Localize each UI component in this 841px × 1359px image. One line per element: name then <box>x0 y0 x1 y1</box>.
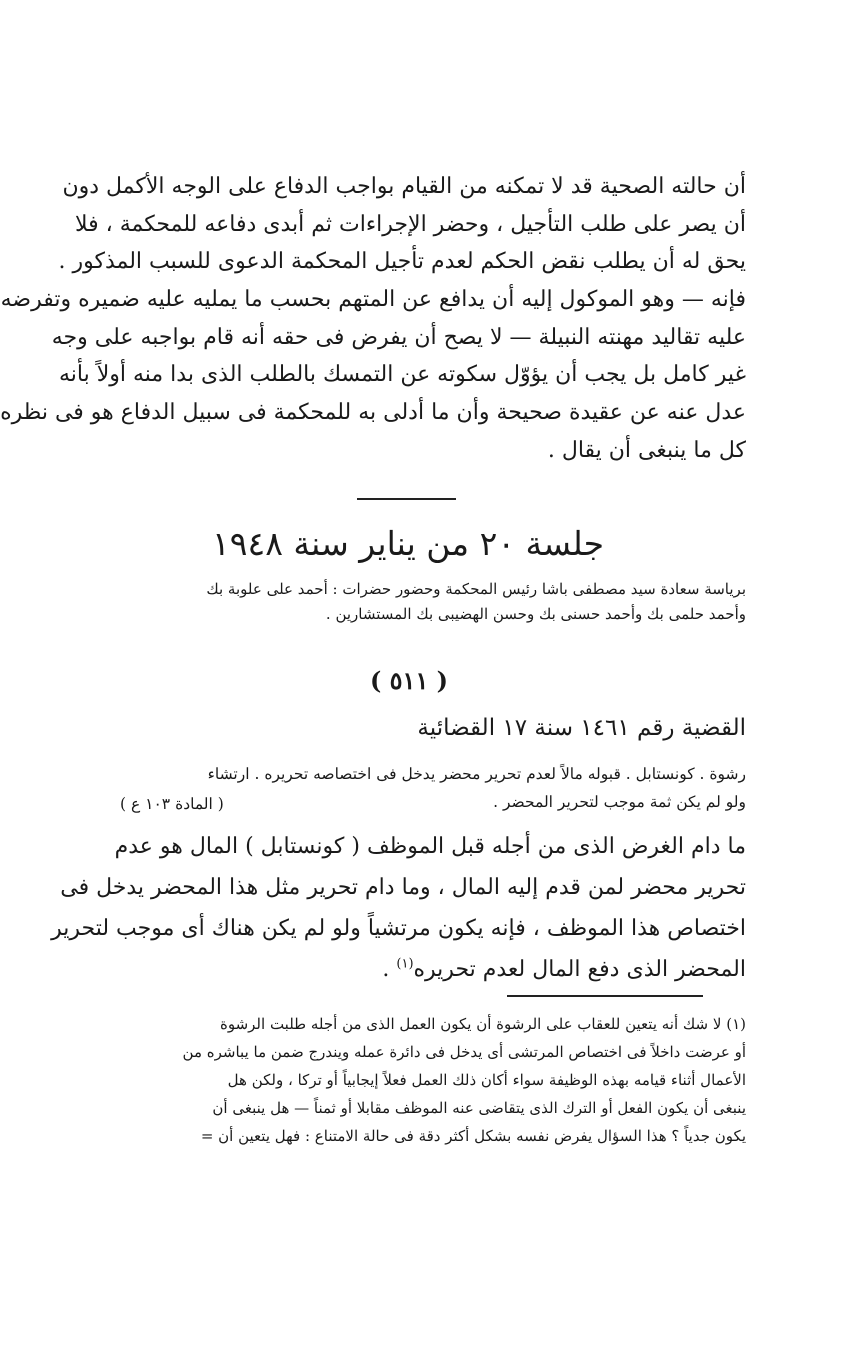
principle-last-text: المحضر الذى دفع المال لعدم تحريره <box>413 957 746 982</box>
footnote-marker: (١) <box>396 956 414 972</box>
text-line: رشوة . كونستابل . قبوله مالاً لعدم تحرير محضر يدخل فى اختصاصه تحريره . ارتشاء <box>207 765 746 783</box>
text-line: أو عرضت داخلاً فى اختصاص المرتشى أى يدخل فى دائرة عمله ويندرج ضمن ما يباشره من <box>182 1043 746 1061</box>
text-line: غير كامل بل يجب أن يؤوّل سكوته عن التمسك بالطلب الذى بدا منه أولاً بأنه <box>58 362 746 388</box>
text-line: برياسة سعادة سيد مصطفى باشا رئيس المحكمة وحضور حضرات : أحمد على علوبة بك <box>206 580 746 598</box>
text-line: أن حالته الصحية قد لا تمكنه من القيام بواجب الدفاع على الوجه الأكمل دون <box>62 174 746 199</box>
session-heading: جلسة ٢٠ من يناير سنة ١٩٤٨ <box>212 524 604 563</box>
footnote-divider <box>507 995 703 997</box>
text-line: ما دام الغرض الذى من أجله قبل الموظف ( كونستابل ) المال هو عدم <box>114 834 746 859</box>
text-line: (١) لا شك أنه يتعين للعقاب على الرشوة أن يكون العمل الذى من أجله طلبت الرشوة <box>219 1015 746 1033</box>
text-line: اختصاص هذا الموظف ، فإنه يكون مرتشياً ولو لم يكن هناك أى موجب لتحرير <box>51 916 746 941</box>
text-line: فإنه — وهو الموكول إليه أن يدافع عن المتهم بحسب ما يمليه عليه ضميره وتفرضه <box>0 287 746 313</box>
presidency-paragraph <box>110 577 746 627</box>
text-line: يحق له أن يطلب نقض الحكم لعدم تأجيل المحكمة الدعوى للسبب المذكور . <box>58 249 746 275</box>
principle-paragraph <box>51 826 746 990</box>
text-line: ينبغى أن يكون الفعل أو الترك الذى يتقاضى عنه الموظف مقابلا أو ثمناً — هل ينبغى أن <box>212 1099 746 1117</box>
text-line: وأحمد حلمى بك وأحمد حسنى بك وحسن الهضيبى بك المستشارين . <box>325 605 746 623</box>
text-line: ولو لم يكن ثمة موجب لتحرير المحضر . <box>493 793 746 811</box>
text-line: تحرير محضر لمن قدم إليه المال ، وما دام تحرير مثل هذا المحضر يدخل فى <box>60 875 746 900</box>
case-number: ( ٥١١ ) <box>369 666 449 695</box>
footnote-paragraph <box>110 1010 746 1150</box>
text-line: أن يصر على طلب التأجيل ، وحضر الإجراءات ثم أبدى دفاعه للمحكمة ، فلا <box>75 211 746 237</box>
text-line: يكون جدياً ؟ هذا السؤال يفرض نفسه بشكل أكثر دقة فى حالة الامتناع : فهل يتعين أن = <box>200 1127 746 1145</box>
principle-end: . <box>382 957 397 982</box>
text-line: كل ما ينبغى أن يقال . <box>547 437 746 463</box>
article-reference: ( المادة ١٠٣ ع ) <box>120 795 224 813</box>
text-line <box>110 949 746 990</box>
text-line: الأعمال أثناء قيامه بهذه الوظيفة سواء أكان ذلك العمل فعلاً إيجابياً أو تركا ، ولكن هل <box>227 1071 746 1089</box>
section-divider <box>357 498 456 500</box>
case-reference: القضية رقم ١٤٦١ سنة ١٧ القضائية <box>417 715 746 741</box>
text-line: عدل عنه عن عقيدة صحيحة وأن ما أدلى به للمحكمة فى سبيل الدفاع هو فى نظره <box>0 400 746 426</box>
text-line: عليه تقاليد مهنته النبيلة — لا يصح أن يفرض فى حقه أنه قام بواجبه على وجه <box>51 324 746 350</box>
continuation-paragraph <box>0 168 746 470</box>
